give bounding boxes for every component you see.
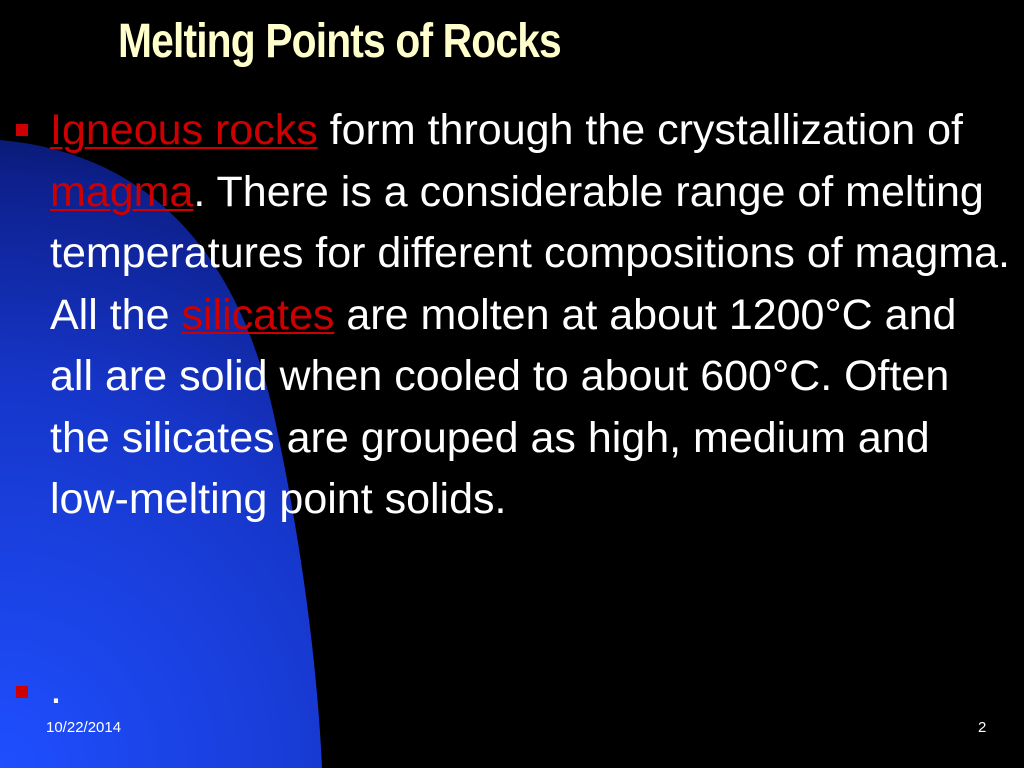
bullet-1-segment: are molten at about 1200°C and all are solid when cooled to about 600°C. Often the silicates are grouped as high, medium and low-melting point solids.: [50, 290, 957, 523]
link-igneous-rocks[interactable]: Igneous rocks: [50, 106, 318, 154]
link-magma[interactable]: magma: [50, 167, 194, 216]
link-silicates[interactable]: silicates: [181, 290, 335, 339]
footer-date: 10/22/2014: [46, 719, 122, 736]
bullet-1-segment: . There is a considerable range of melting temperatures for different compositions of magma. All the: [50, 167, 1010, 339]
bullet-1-text: [50, 100, 1010, 531]
footer-page-number: 2: [978, 719, 987, 736]
slide-title: Melting Points of Rocks: [118, 15, 561, 68]
bullet-2-text: .: [50, 665, 62, 713]
bullet-1-segment: form through the crystallization of: [317, 106, 963, 154]
bullet-marker-2: [16, 686, 28, 698]
bullet-marker-1: [16, 124, 28, 136]
